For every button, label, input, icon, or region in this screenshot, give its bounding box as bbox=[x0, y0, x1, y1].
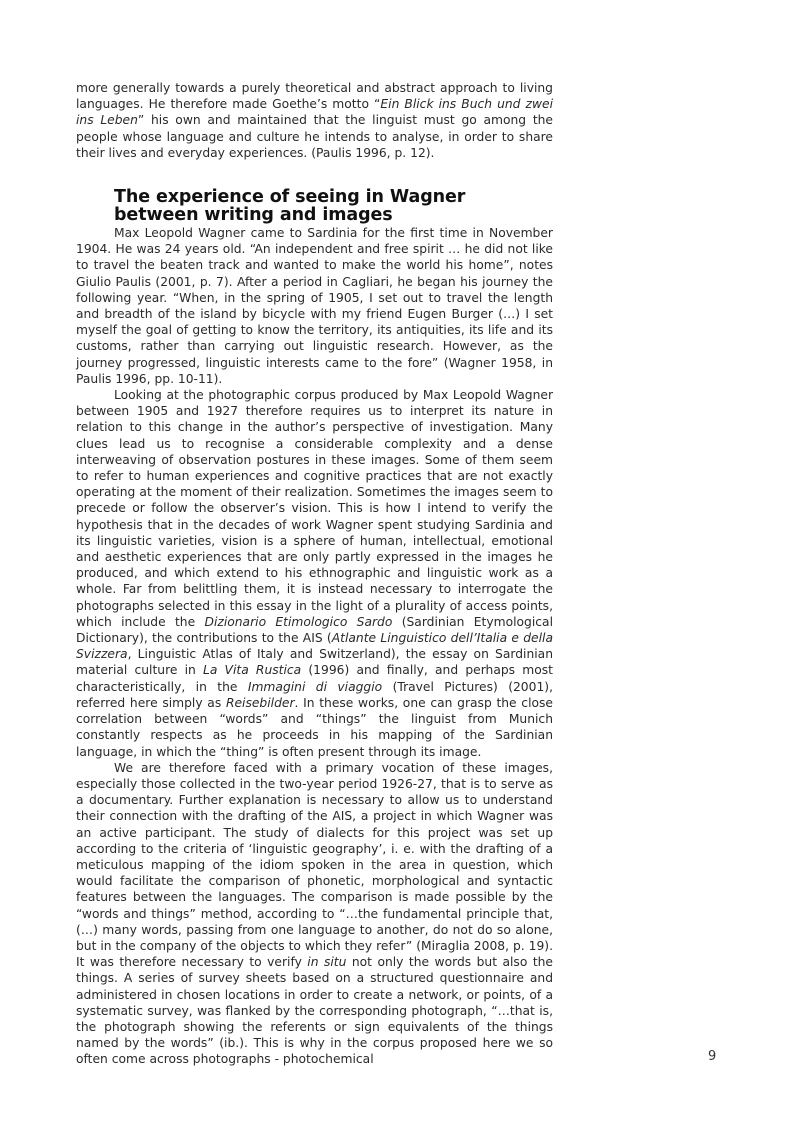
paragraph-3 bbox=[76, 760, 553, 1068]
italic-quote: Ein Blick ins Buch und zwei ins Leben bbox=[76, 97, 553, 128]
text-run: Looking at the photographic corpus produced by Max Leopold Wagner between 1905 and 1927 therefore requires us to interpret its nature in relation to this change in the author’s perspective of investigation. Many clues lead us to recognise a considerable complexity and a dense interweaving of observation postures in these images. Some of them seem to refer to human experiences and cognitive practices that are not exactly operating at the moment of their realization. Sometimes the images seem to precede or follow the observer’s vision. This is how I intend to verify the hypothesis that in the decades of work Wagner spent studying Sardinia and its linguistic varieties, vision is a sphere of human, intellectual, emotional and aesthetic experiences that are only partly expressed in the images he produced, and which extend to his ethnographic and linguistic work as a whole. Far from belittling them, it is instead necessary to interrogate the photographs selected in this essay in the light of a plurality of access points, which include the bbox=[76, 388, 553, 629]
text-run: , Linguistic Atlas of Italy and Switzerland), the essay on Sardinian material culture in bbox=[76, 647, 553, 678]
text-run: (Sardinian Etymological Dictionary), the contributions to the AIS ( bbox=[76, 614, 553, 646]
section-body bbox=[76, 225, 553, 1068]
text-run: (1996) and finally, and perhaps most characteristically, in the bbox=[76, 663, 553, 694]
text-run: (Travel Pictures) (2001), referred here simply as bbox=[76, 679, 553, 710]
italic-title: Reisebilder bbox=[225, 695, 295, 710]
page-number: 9 bbox=[708, 1049, 717, 1064]
italic-title: Atlante Linguistico dell’Italia e della Svizzera bbox=[76, 631, 553, 662]
paragraph-2 bbox=[76, 387, 553, 760]
text-run: more generally towards a purely theoretical and abstract approach to living languages. He therefore made Goethe’s motto “ bbox=[76, 81, 553, 112]
text-run: ” his own and maintained that the linguist must go among the people whose language and culture he intends to analyse, in order to share their lives and everyday experiences. (Paulis 1996, p. 12). bbox=[76, 113, 553, 160]
italic-title: Immagini di viaggio bbox=[247, 679, 383, 694]
italic-title: La Vita Rustica bbox=[203, 663, 302, 678]
paragraph-1: Max Leopold Wagner came to Sardinia for the first time in November 1904. He was 24 years old. “An independent and free spirit … he did not like to travel the beaten track and wanted to make the world his home”, notes Giulio Paulis (2001, p. 7). After a period in Cagliari, he began his journey the following year. “When, in the spring of 1905, I set out to travel the length and breadth of the island by bicycle with my friend Eugen Burger (…) I set myself the goal of getting to know the territory, its antiquities, its life and its customs, rather than carrying out linguistic research. However, as the journey progressed, linguistic interests came to the fore” (Wagner 1958, in Paulis 1996, pp. 10-11). bbox=[76, 226, 553, 386]
italic-title: Dizionario Etimologico Sardo bbox=[204, 614, 393, 629]
intro-text bbox=[76, 80, 553, 161]
text-run: not only the words but also the things. A series of survey sheets based on a structured questionnaire and administered in chosen locations in order to create a network, or points, of a systematic survey, was flanked by the corresponding photograph, “…that is, the photograph showing the referents or sign equivalents of the things named by the words” (ib.). This is why in the corpus proposed here we so often come across photographs - photochemical bbox=[76, 955, 553, 1067]
intro-paragraph bbox=[76, 80, 553, 161]
text-run: We are therefore faced with a primary vocation of these images, especially those collected in the two-year period 1926-27, that is to serve as a documentary. Further explanation is necessary to allow us to understand their connection with the drafting of the AIS, a project in which Wagner was an active participant. The study of dialects for this project was set up according to the criteria of ‘linguistic geography’, i. e. with the drafting of a meticulous mapping of the idiom spoken in the area in question, which would facilitate the comparison of phonetic, morphological and syntactic features between the languages. The comparison is made possible by the “words and things” method, according to “…the fundamental principle that, (…) many words, passing from one language to another, do not do so alone, but in the company of the objects to which they refer” (Miraglia 2008, p. 19). It was therefore necessary to verify bbox=[76, 760, 553, 970]
italic-term: in situ bbox=[307, 955, 347, 970]
text-run: . In these works, one can grasp the close correlation between “words” and “things” the linguist from Munich constantly respects as he proceeds in his mapping of the Sardinian language, in which the “thing” is often present through its image. bbox=[76, 695, 553, 759]
section-heading: The experience of seeing in Wagner between writing and images bbox=[114, 187, 466, 225]
